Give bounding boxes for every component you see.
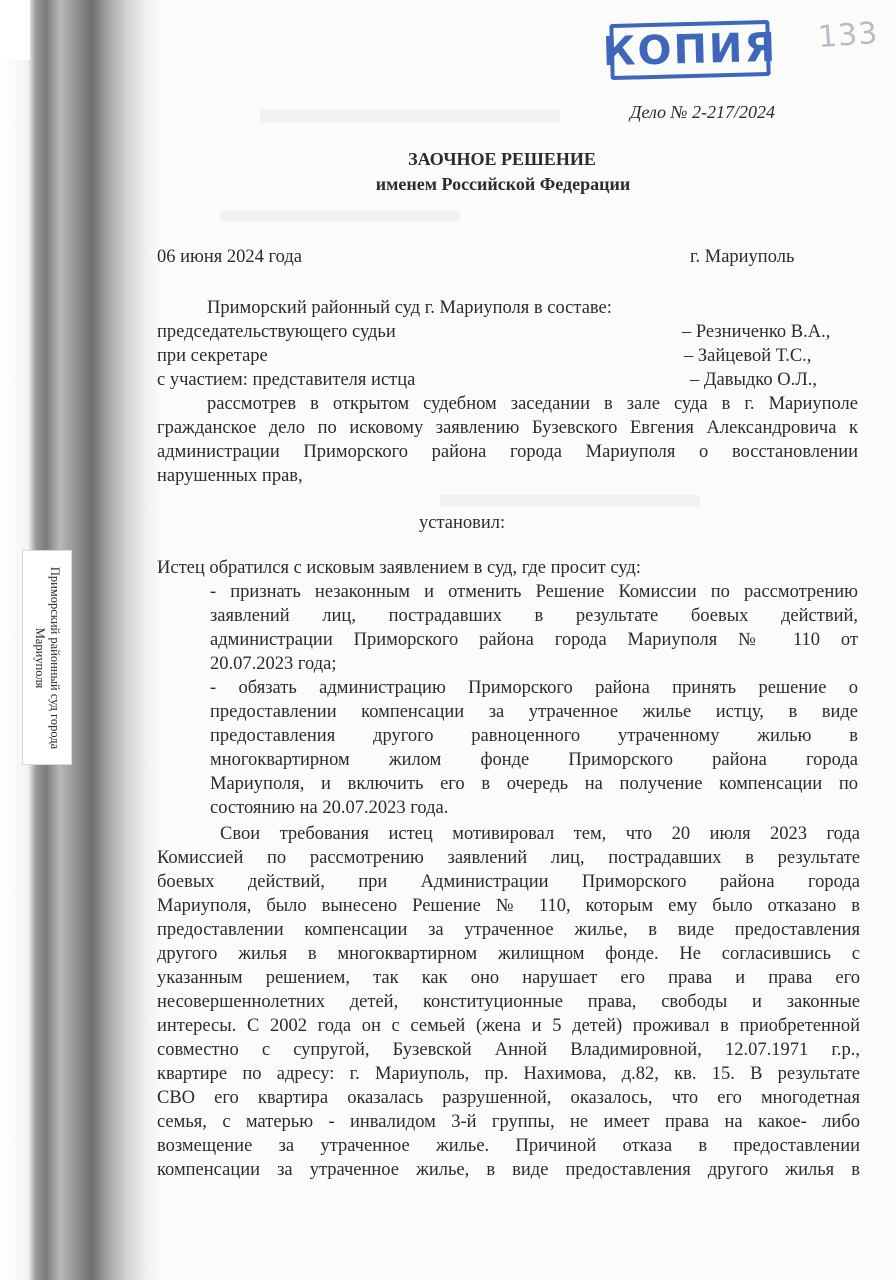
review-line: администрации Приморского района города Мариуполя о восстановлении bbox=[157, 442, 858, 462]
motivation-line: боевых действий, при Администрации Приморского района города bbox=[157, 872, 860, 892]
court-side-label-text: Приморский районный суд города Мариуполя bbox=[33, 566, 62, 749]
claim-line: предоставления другого равноценного утраченному жилью в bbox=[210, 726, 858, 746]
motivation-line: Свои требования истец мотивировал тем, что 20 июля 2023 года bbox=[220, 824, 860, 844]
composition-role: при секретаре bbox=[157, 346, 268, 366]
court-intro: Приморский районный суд г. Мариуполя в составе: bbox=[207, 298, 612, 318]
show-through bbox=[260, 110, 560, 122]
composition-name: – Резниченко В.А., bbox=[682, 322, 831, 342]
claim-line: состоянию на 20.07.2023 года. bbox=[210, 798, 449, 818]
claim-line: предоставлении компенсации за утраченное жилье истцу, в виде bbox=[210, 702, 858, 722]
motivation-line: возмещение за утраченное жилье. Причиной отказа в предоставлении bbox=[157, 1136, 860, 1156]
motivation-line: другого жилья в многоквартирном жилищном фонде. Не согласившись с bbox=[157, 944, 860, 964]
composition-role: председательствующего судьи bbox=[157, 322, 396, 342]
case-number: Дело № 2-217/2024 bbox=[630, 102, 776, 122]
motivation-line: указанным решением, так как оно нарушает его права и права его bbox=[157, 968, 860, 988]
document-subtitle: именем Российской Федерации bbox=[375, 174, 631, 194]
motivation-line: компенсации за утраченное жилье, в виде предоставления другого жилья в bbox=[157, 1160, 860, 1180]
motivation-line: предоставлении компенсации за утраченное жилье, в виде предоставления bbox=[157, 920, 860, 940]
page-number: 133 bbox=[816, 15, 880, 56]
claim-line: многоквартирном жилом фонде Приморского района города bbox=[210, 750, 858, 770]
motivation-line: совместно с супругой, Бузевской Анной Владимировной, 12.07.1971 г.р., bbox=[157, 1040, 860, 1060]
motivation-line: квартире по адресу: г. Мариуполь, пр. Нахимова, д.82, кв. 15. В результате bbox=[157, 1064, 860, 1084]
show-through bbox=[220, 210, 460, 222]
show-through bbox=[440, 495, 700, 507]
court-side-label bbox=[22, 550, 72, 765]
composition-name: – Давыдко О.Л., bbox=[690, 370, 817, 390]
established-heading: установил: bbox=[419, 513, 506, 533]
claim-intro: Истец обратился с исковым заявлением в суд, где просит суд: bbox=[157, 558, 641, 578]
claim-line: администрации Приморского района города Мариуполя № 110 от bbox=[210, 630, 858, 650]
motivation-line: СВО его квартира оказалась разрушенной, оказалось, что его многодетная bbox=[157, 1088, 860, 1108]
document-title: ЗАОЧНОЕ РЕШЕНИЕ bbox=[408, 149, 596, 169]
decision-city: г. Мариуполь bbox=[690, 247, 795, 267]
scan-corner bbox=[0, 0, 30, 60]
copy-stamp: КОПИЯ bbox=[609, 20, 770, 80]
decision-date: 06 июня 2024 года bbox=[157, 247, 302, 267]
claim-line: 20.07.2023 года; bbox=[210, 654, 337, 674]
motivation-line: Мариуполя, было вынесено Решение № 110, которым ему было отказано в bbox=[157, 896, 860, 916]
claim-line: заявлений лиц, пострадавших в результате боевых действий, bbox=[210, 606, 858, 626]
review-line: гражданское дело по исковому заявлению Бузевского Евгения Александровича к bbox=[157, 418, 858, 438]
claim-line: Мариуполя, и включить его в очередь на получение компенсации по bbox=[210, 774, 858, 794]
composition-name: – Зайцевой Т.С., bbox=[684, 346, 812, 366]
motivation-line: несовершеннолетних детей, конституционные права, свободы и законные bbox=[157, 992, 860, 1012]
review-line: рассмотрев в открытом судебном заседании в зале суда в г. Мариуполе bbox=[207, 394, 858, 414]
claim-line: - признать незаконным и отменить Решение Комиссии по рассмотрению bbox=[210, 582, 858, 602]
motivation-line: семья, с матерью - инвалидом 3-й группы, не имеет права на какое- либо bbox=[157, 1112, 860, 1132]
claim-line: - обязать администрацию Приморского района принять решение о bbox=[210, 678, 858, 698]
motivation-line: Комиссией по рассмотрению заявлений лиц, пострадавших в результате bbox=[157, 848, 860, 868]
composition-role: с участием: представителя истца bbox=[157, 370, 416, 390]
motivation-line: интересы. С 2002 года он с семьей (жена и 5 детей) проживал в приобретенной bbox=[157, 1016, 860, 1036]
review-line: нарушенных прав, bbox=[157, 466, 303, 486]
